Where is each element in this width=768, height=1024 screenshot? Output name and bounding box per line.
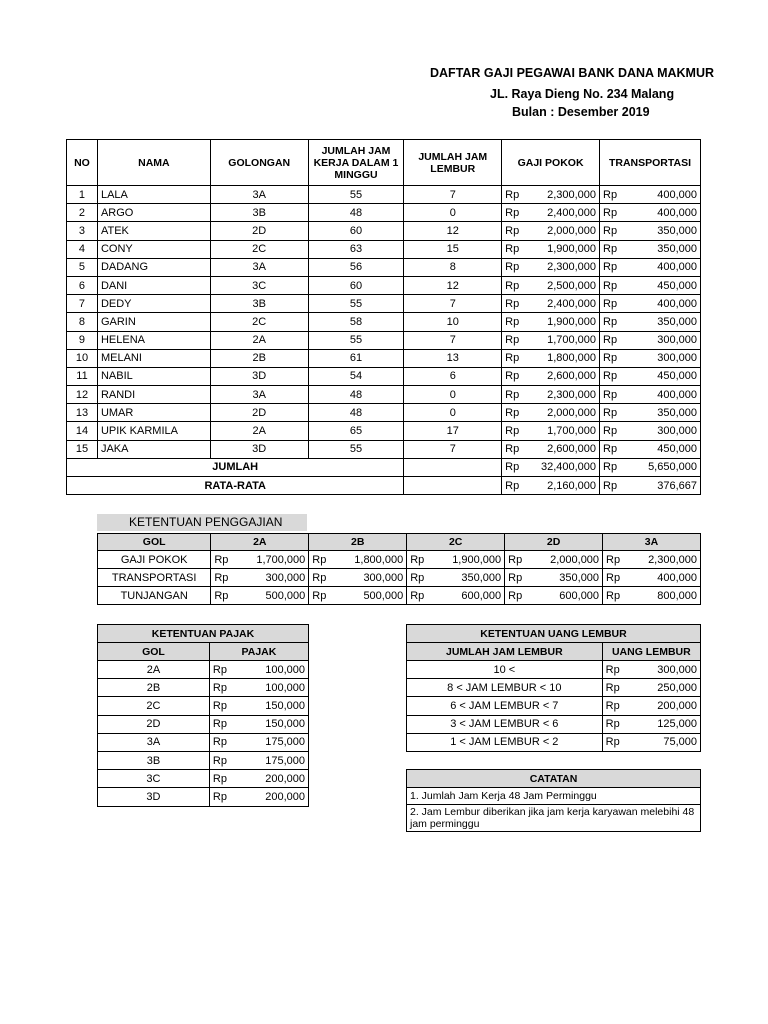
pajak-value: 200,000 xyxy=(230,770,309,788)
row-golongan: 2C xyxy=(210,313,308,331)
rata-gaji-value: 2,160,000 xyxy=(523,477,600,495)
row-trans-currency: Rp xyxy=(600,440,621,458)
row-golongan: 2B xyxy=(210,349,308,367)
catatan-title: CATATAN xyxy=(407,770,701,788)
row-jam-lembur: 10 xyxy=(404,313,502,331)
pajak-row xyxy=(98,751,309,769)
row-jam-kerja: 65 xyxy=(308,422,404,440)
row-nama: DEDY xyxy=(97,295,210,313)
row-trans-currency: Rp xyxy=(600,331,621,349)
lembur-currency: Rp xyxy=(602,733,623,751)
row-jam-kerja: 48 xyxy=(308,204,404,222)
document-title: DAFTAR GAJI PEGAWAI BANK DANA MAKMUR xyxy=(430,66,715,80)
row-no: 9 xyxy=(67,331,98,349)
lembur-currency: Rp xyxy=(602,715,623,733)
row-nama: ATEK xyxy=(97,222,210,240)
penggajian-value: 350,000 xyxy=(525,569,602,587)
pajak-gol: 2D xyxy=(98,715,210,733)
jumlah-empty xyxy=(404,458,502,476)
lembur-range-header: JUMLAH JAM LEMBUR xyxy=(407,643,603,661)
penggajian-value: 400,000 xyxy=(623,569,700,587)
pajak-currency: Rp xyxy=(209,697,230,715)
penggajian-value: 2,300,000 xyxy=(623,551,700,569)
jumlah-gaji-currency: Rp xyxy=(502,458,523,476)
pajak-row xyxy=(98,770,309,788)
pajak-title-row xyxy=(98,625,309,643)
penggajian-row-label: GAJI POKOK xyxy=(98,551,211,569)
pajak-value: 100,000 xyxy=(230,661,309,679)
catatan-row xyxy=(407,805,701,832)
row-no: 2 xyxy=(67,204,98,222)
row-jam-kerja: 54 xyxy=(308,367,404,385)
row-trans-value: 400,000 xyxy=(621,204,701,222)
row-jam-kerja: 60 xyxy=(308,222,404,240)
rata-rata-empty xyxy=(404,477,502,495)
catatan-note: 2. Jam Lembur diberikan jika jam kerja karyawan melebihi 48 jam perminggu xyxy=(407,805,701,832)
row-gaji-currency: Rp xyxy=(502,258,523,276)
jumlah-trans-value: 5,650,000 xyxy=(621,458,701,476)
penggajian-currency: Rp xyxy=(505,569,526,587)
row-gaji-currency: Rp xyxy=(502,404,523,422)
lembur-row xyxy=(407,715,701,733)
pajak-row xyxy=(98,715,309,733)
document-address: JL. Raya Dieng No. 234 Malang xyxy=(490,87,675,101)
row-golongan: 2C xyxy=(210,240,308,258)
row-trans-value: 350,000 xyxy=(621,404,701,422)
row-jam-lembur: 6 xyxy=(404,367,502,385)
row-trans-currency: Rp xyxy=(600,349,621,367)
pajak-currency: Rp xyxy=(209,715,230,733)
pajak-row xyxy=(98,788,309,806)
penggajian-currency: Rp xyxy=(407,551,428,569)
pajak-table xyxy=(97,624,309,807)
lembur-row xyxy=(407,733,701,751)
table-row xyxy=(67,222,701,240)
row-gaji-currency: Rp xyxy=(502,349,523,367)
row-gaji-value: 2,300,000 xyxy=(523,186,600,204)
row-no: 8 xyxy=(67,313,98,331)
lembur-value: 75,000 xyxy=(623,733,701,751)
row-trans-currency: Rp xyxy=(600,276,621,294)
pajak-gol: 3A xyxy=(98,733,210,751)
row-no: 13 xyxy=(67,404,98,422)
pajak-row xyxy=(98,661,309,679)
pajak-currency: Rp xyxy=(209,788,230,806)
table-row xyxy=(67,258,701,276)
row-jam-kerja: 55 xyxy=(308,440,404,458)
penggajian-col-header: 2C xyxy=(407,534,505,551)
row-jam-kerja: 58 xyxy=(308,313,404,331)
rata-rata-label: RATA-RATA xyxy=(67,477,404,495)
col-header-jam-lembur: JUMLAH JAM LEMBUR xyxy=(404,140,502,186)
penggajian-value: 300,000 xyxy=(329,569,406,587)
row-trans-currency: Rp xyxy=(600,222,621,240)
penggajian-value: 600,000 xyxy=(427,587,504,605)
pajak-value: 175,000 xyxy=(230,751,309,769)
rata-trans-currency: Rp xyxy=(600,477,621,495)
penggajian-currency: Rp xyxy=(309,551,330,569)
pajak-gol: 3C xyxy=(98,770,210,788)
penggajian-col-header: 2D xyxy=(505,534,603,551)
lembur-range: 6 < JAM LEMBUR < 7 xyxy=(407,697,603,715)
row-golongan: 2A xyxy=(210,422,308,440)
lembur-title: KETENTUAN UANG LEMBUR xyxy=(407,625,701,643)
row-gaji-value: 1,800,000 xyxy=(523,349,600,367)
lembur-row xyxy=(407,697,701,715)
lembur-currency: Rp xyxy=(602,661,623,679)
table-row xyxy=(67,295,701,313)
penggajian-row-label: TUNJANGAN xyxy=(98,587,211,605)
row-nama: LALA xyxy=(97,186,210,204)
row-jam-kerja: 48 xyxy=(308,404,404,422)
table-row xyxy=(67,186,701,204)
row-trans-currency: Rp xyxy=(600,367,621,385)
pajak-currency: Rp xyxy=(209,751,230,769)
row-trans-value: 350,000 xyxy=(621,313,701,331)
lembur-row xyxy=(407,679,701,697)
pajak-gol: 3D xyxy=(98,788,210,806)
penggajian-value: 600,000 xyxy=(525,587,602,605)
penggajian-gol-header: GOL xyxy=(98,534,211,551)
penggajian-header xyxy=(98,534,701,551)
row-gaji-currency: Rp xyxy=(502,367,523,385)
row-gaji-currency: Rp xyxy=(502,222,523,240)
row-golongan: 3A xyxy=(210,386,308,404)
row-trans-currency: Rp xyxy=(600,295,621,313)
pajak-value: 150,000 xyxy=(230,697,309,715)
pajak-value: 100,000 xyxy=(230,679,309,697)
row-gaji-currency: Rp xyxy=(502,204,523,222)
row-gaji-value: 2,300,000 xyxy=(523,386,600,404)
row-jam-kerja: 61 xyxy=(308,349,404,367)
row-no: 11 xyxy=(67,367,98,385)
row-gaji-currency: Rp xyxy=(502,313,523,331)
table-row xyxy=(67,404,701,422)
row-nama: UPIK KARMILA xyxy=(97,422,210,440)
row-nama: CONY xyxy=(97,240,210,258)
row-golongan: 2D xyxy=(210,222,308,240)
row-jam-kerja: 48 xyxy=(308,386,404,404)
pajak-row xyxy=(98,679,309,697)
row-trans-value: 400,000 xyxy=(621,386,701,404)
row-no: 4 xyxy=(67,240,98,258)
row-trans-value: 400,000 xyxy=(621,295,701,313)
row-gaji-value: 1,900,000 xyxy=(523,240,600,258)
row-nama: JAKA xyxy=(97,440,210,458)
penggajian-value: 1,700,000 xyxy=(231,551,308,569)
pajak-gol: 2A xyxy=(98,661,210,679)
row-nama: HELENA xyxy=(97,331,210,349)
table-row xyxy=(67,331,701,349)
penggajian-col-header: 2A xyxy=(211,534,309,551)
penggajian-currency: Rp xyxy=(505,587,526,605)
row-nama: DADANG xyxy=(97,258,210,276)
row-nama: MELANI xyxy=(97,349,210,367)
row-trans-currency: Rp xyxy=(600,313,621,331)
pajak-currency: Rp xyxy=(209,679,230,697)
row-trans-value: 400,000 xyxy=(621,258,701,276)
row-trans-currency: Rp xyxy=(600,422,621,440)
row-no: 6 xyxy=(67,276,98,294)
row-golongan: 3A xyxy=(210,258,308,276)
penggajian-col-header: 3A xyxy=(603,534,701,551)
row-trans-value: 450,000 xyxy=(621,276,701,294)
penggajian-currency: Rp xyxy=(505,551,526,569)
row-gaji-value: 1,900,000 xyxy=(523,313,600,331)
col-header-golongan: GOLONGAN xyxy=(210,140,308,186)
penggajian-title: KETENTUAN PENGGAJIAN xyxy=(97,514,307,531)
row-nama: GARIN xyxy=(97,313,210,331)
pajak-value: 200,000 xyxy=(230,788,309,806)
catatan-table xyxy=(406,769,701,832)
col-header-nama: NAMA xyxy=(97,140,210,186)
row-nama: NABIL xyxy=(97,367,210,385)
lembur-row xyxy=(407,661,701,679)
row-trans-currency: Rp xyxy=(600,240,621,258)
catatan-note: 1. Jumlah Jam Kerja 48 Jam Perminggu xyxy=(407,788,701,805)
row-jam-lembur: 13 xyxy=(404,349,502,367)
row-golongan: 2A xyxy=(210,331,308,349)
lembur-value-header: UANG LEMBUR xyxy=(602,643,700,661)
table-row xyxy=(67,422,701,440)
table-row xyxy=(67,240,701,258)
rata-gaji-currency: Rp xyxy=(502,477,523,495)
row-jam-lembur: 12 xyxy=(404,222,502,240)
row-trans-value: 400,000 xyxy=(621,186,701,204)
catatan-row xyxy=(407,788,701,805)
row-trans-currency: Rp xyxy=(600,186,621,204)
penggajian-currency: Rp xyxy=(309,587,330,605)
pajak-currency: Rp xyxy=(209,661,230,679)
row-golongan: 3B xyxy=(210,295,308,313)
table-row xyxy=(67,276,701,294)
row-golongan: 3D xyxy=(210,440,308,458)
penggajian-value: 500,000 xyxy=(329,587,406,605)
penggajian-value: 500,000 xyxy=(231,587,308,605)
row-no: 15 xyxy=(67,440,98,458)
row-gaji-value: 2,500,000 xyxy=(523,276,600,294)
penggajian-value: 2,000,000 xyxy=(525,551,602,569)
penggajian-row xyxy=(98,587,701,605)
penggajian-col-header: 2B xyxy=(309,534,407,551)
row-gaji-value: 2,000,000 xyxy=(523,222,600,240)
row-jam-lembur: 7 xyxy=(404,331,502,349)
row-gaji-currency: Rp xyxy=(502,276,523,294)
row-gaji-value: 1,700,000 xyxy=(523,331,600,349)
lembur-range: 1 < JAM LEMBUR < 2 xyxy=(407,733,603,751)
row-gaji-currency: Rp xyxy=(502,440,523,458)
penggajian-currency: Rp xyxy=(211,551,232,569)
lembur-value: 200,000 xyxy=(623,697,701,715)
row-jam-kerja: 60 xyxy=(308,276,404,294)
lembur-value: 125,000 xyxy=(623,715,701,733)
row-gaji-currency: Rp xyxy=(502,422,523,440)
pajak-title: KETENTUAN PAJAK xyxy=(98,625,309,643)
pajak-row xyxy=(98,697,309,715)
penggajian-row xyxy=(98,551,701,569)
row-trans-value: 350,000 xyxy=(621,222,701,240)
jumlah-trans-currency: Rp xyxy=(600,458,621,476)
row-trans-currency: Rp xyxy=(600,204,621,222)
salary-table-header xyxy=(67,140,701,186)
row-trans-value: 300,000 xyxy=(621,422,701,440)
penggajian-row-label: TRANSPORTASI xyxy=(98,569,211,587)
row-no: 10 xyxy=(67,349,98,367)
row-trans-value: 300,000 xyxy=(621,331,701,349)
row-jam-kerja: 55 xyxy=(308,186,404,204)
penggajian-currency: Rp xyxy=(603,569,624,587)
penggajian-row xyxy=(98,569,701,587)
table-row xyxy=(67,204,701,222)
row-no: 1 xyxy=(67,186,98,204)
row-trans-value: 300,000 xyxy=(621,349,701,367)
penggajian-currency: Rp xyxy=(407,587,428,605)
penggajian-currency: Rp xyxy=(309,569,330,587)
lembur-range: 3 < JAM LEMBUR < 6 xyxy=(407,715,603,733)
row-no: 12 xyxy=(67,386,98,404)
row-gaji-value: 2,600,000 xyxy=(523,440,600,458)
penggajian-value: 1,900,000 xyxy=(427,551,504,569)
row-no: 7 xyxy=(67,295,98,313)
jumlah-row xyxy=(67,458,701,476)
row-golongan: 3B xyxy=(210,204,308,222)
row-gaji-currency: Rp xyxy=(502,186,523,204)
row-gaji-currency: Rp xyxy=(502,295,523,313)
lembur-currency: Rp xyxy=(602,679,623,697)
penggajian-currency: Rp xyxy=(603,587,624,605)
penggajian-value: 1,800,000 xyxy=(329,551,406,569)
row-trans-currency: Rp xyxy=(600,404,621,422)
row-gaji-value: 2,400,000 xyxy=(523,295,600,313)
row-trans-currency: Rp xyxy=(600,386,621,404)
row-jam-lembur: 0 xyxy=(404,386,502,404)
lembur-header xyxy=(407,643,701,661)
row-no: 14 xyxy=(67,422,98,440)
col-header-jam-kerja: JUMLAH JAM KERJA DALAM 1 MINGGU xyxy=(308,140,404,186)
row-golongan: 3D xyxy=(210,367,308,385)
row-gaji-value: 1,700,000 xyxy=(523,422,600,440)
row-nama: ARGO xyxy=(97,204,210,222)
row-gaji-value: 2,300,000 xyxy=(523,258,600,276)
pajak-gol: 3B xyxy=(98,751,210,769)
row-jam-lembur: 12 xyxy=(404,276,502,294)
table-row xyxy=(67,349,701,367)
jumlah-gaji-value: 32,400,000 xyxy=(523,458,600,476)
pajak-value-header: PAJAK xyxy=(209,643,308,661)
row-no: 3 xyxy=(67,222,98,240)
lembur-table xyxy=(406,624,701,752)
pajak-currency: Rp xyxy=(209,733,230,751)
col-header-no: NO xyxy=(67,140,98,186)
lembur-title-row xyxy=(407,625,701,643)
row-jam-lembur: 0 xyxy=(404,204,502,222)
row-gaji-value: 2,400,000 xyxy=(523,204,600,222)
row-golongan: 3C xyxy=(210,276,308,294)
pajak-value: 175,000 xyxy=(230,733,309,751)
row-jam-lembur: 0 xyxy=(404,404,502,422)
lembur-range: 10 < xyxy=(407,661,603,679)
penggajian-currency: Rp xyxy=(603,551,624,569)
penggajian-table xyxy=(97,533,701,605)
pajak-row xyxy=(98,733,309,751)
table-row xyxy=(67,386,701,404)
penggajian-value: 350,000 xyxy=(427,569,504,587)
pajak-gol: 2B xyxy=(98,679,210,697)
row-jam-lembur: 15 xyxy=(404,240,502,258)
pajak-currency: Rp xyxy=(209,770,230,788)
row-jam-kerja: 63 xyxy=(308,240,404,258)
catatan-title-row xyxy=(407,770,701,788)
table-row xyxy=(67,313,701,331)
pajak-gol: 2C xyxy=(98,697,210,715)
row-gaji-currency: Rp xyxy=(502,331,523,349)
lembur-currency: Rp xyxy=(602,697,623,715)
row-golongan: 2D xyxy=(210,404,308,422)
pajak-gol-header: GOL xyxy=(98,643,210,661)
row-golongan: 3A xyxy=(210,186,308,204)
table-row xyxy=(67,440,701,458)
row-jam-lembur: 7 xyxy=(404,186,502,204)
document-month: Bulan : Desember 2019 xyxy=(512,105,650,119)
table-row xyxy=(67,367,701,385)
rata-trans-value: 376,667 xyxy=(621,477,701,495)
lembur-value: 300,000 xyxy=(623,661,701,679)
row-trans-currency: Rp xyxy=(600,258,621,276)
row-jam-kerja: 55 xyxy=(308,295,404,313)
col-header-transportasi: TRANSPORTASI xyxy=(600,140,701,186)
row-nama: RANDI xyxy=(97,386,210,404)
jumlah-label: JUMLAH xyxy=(67,458,404,476)
row-jam-lembur: 17 xyxy=(404,422,502,440)
row-nama: DANI xyxy=(97,276,210,294)
row-gaji-currency: Rp xyxy=(502,386,523,404)
rata-rata-row xyxy=(67,477,701,495)
penggajian-value: 300,000 xyxy=(231,569,308,587)
pajak-header xyxy=(98,643,309,661)
row-jam-kerja: 55 xyxy=(308,331,404,349)
row-jam-lembur: 7 xyxy=(404,295,502,313)
lembur-range: 8 < JAM LEMBUR < 10 xyxy=(407,679,603,697)
row-gaji-currency: Rp xyxy=(502,240,523,258)
row-jam-lembur: 7 xyxy=(404,440,502,458)
penggajian-currency: Rp xyxy=(407,569,428,587)
salary-table xyxy=(66,139,701,495)
penggajian-value: 800,000 xyxy=(623,587,700,605)
pajak-value: 150,000 xyxy=(230,715,309,733)
col-header-gaji-pokok: GAJI POKOK xyxy=(502,140,600,186)
row-no: 5 xyxy=(67,258,98,276)
row-jam-lembur: 8 xyxy=(404,258,502,276)
penggajian-currency: Rp xyxy=(211,587,232,605)
row-trans-value: 450,000 xyxy=(621,367,701,385)
lembur-value: 250,000 xyxy=(623,679,701,697)
penggajian-currency: Rp xyxy=(211,569,232,587)
row-gaji-value: 2,000,000 xyxy=(523,404,600,422)
row-gaji-value: 2,600,000 xyxy=(523,367,600,385)
row-trans-value: 350,000 xyxy=(621,240,701,258)
row-trans-value: 450,000 xyxy=(621,440,701,458)
row-jam-kerja: 56 xyxy=(308,258,404,276)
row-nama: UMAR xyxy=(97,404,210,422)
